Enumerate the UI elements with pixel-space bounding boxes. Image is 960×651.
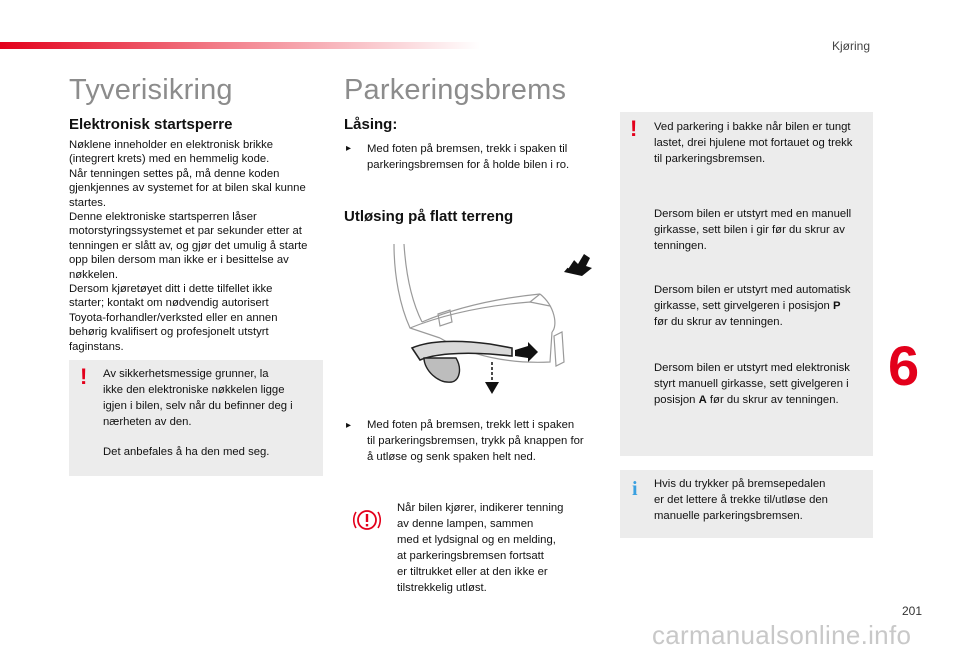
watermark: carmanualsonline.info [652, 620, 912, 650]
text-line: Med foten på bremsen, trekk i spaken til [367, 143, 568, 155]
text-line: parkeringsbremsen for å holde bilen i ro. [367, 159, 570, 171]
text-line: Med foten på bremsen, trekk lett i spaken [367, 419, 575, 431]
lamp-text [397, 500, 597, 596]
warning-parking-p1 [654, 119, 869, 167]
text-line: Toyota-forhandler/verksted eller en annen [69, 311, 278, 324]
text-line: manuelle parkeringsbremsen. [654, 510, 803, 522]
text-fragment: før du skrur av tenningen. [706, 394, 839, 406]
text-line: av denne lampen, sammen [397, 518, 534, 530]
text-line: er tiltrukket eller at den ikke er [397, 566, 548, 578]
text-line: tenningen er slått av, og gjør det umulig å starte [69, 239, 308, 252]
text-line: Ved parkering i bakke når bilen er tungt [654, 121, 851, 133]
warning-parking-p3 [654, 282, 869, 330]
text-line: tilstrekkelig utløst. [397, 582, 487, 594]
text-line: Dersom bilen er utstyrt med elektronisk [654, 362, 850, 374]
warning-parking-p4 [654, 360, 869, 408]
text-fragment: girkasse, sett girvelgeren i posisjon [654, 300, 833, 312]
text-line: igjen i bilen, selv når du befinner deg i [103, 400, 293, 412]
text-line [654, 298, 869, 314]
text-line: startes. [69, 196, 107, 209]
text-line: lastet, drei hjulene mot fortauet og trekk [654, 137, 853, 149]
text-line: Hvis du trykker på bremsepedalen [654, 478, 826, 490]
heading-locking: Låsing: [344, 116, 398, 133]
release-text [367, 417, 607, 465]
heading-release: Utløsing på flatt terreng [344, 208, 514, 225]
warning-exclamation-icon: ! [630, 116, 638, 141]
text-line: før du skrur av tenningen. [654, 316, 783, 328]
gear-position-p: P [832, 300, 841, 312]
text-line: girkasse, sett bilen i gir før du skrur av [654, 224, 845, 236]
warning-key-extra: Det anbefales å ha den med seg. [103, 446, 270, 458]
text-fragment: posisjon [654, 394, 699, 406]
text-line: tenningen. [654, 240, 707, 252]
text-line: Når tenningen settes på, må denne koden [69, 167, 280, 180]
locking-text [367, 141, 607, 173]
text-line: styrt manuell girkasse, sett givelgeren i [654, 378, 849, 390]
section-label: Kjøring [832, 39, 871, 53]
text-line: motorstyringssystemet et par sekunder etter at [69, 225, 302, 238]
warning-parking-p2 [654, 206, 869, 254]
title-tyverisikring: Tyverisikring [69, 74, 233, 106]
title-parkeringsbrems: Parkeringsbrems [344, 74, 567, 106]
brake-warning-lamp-icon [352, 507, 382, 533]
text-line: til parkeringsbremsen. [654, 153, 766, 165]
text-line: med et lydsignal og en melding, [397, 534, 556, 546]
gear-position-a: A [698, 394, 707, 406]
text-line: til parkeringsbremsen, trykk på knappen for [367, 435, 584, 447]
text-line: nøkkelen. [69, 268, 118, 281]
info-brake-text [654, 476, 869, 524]
text-line: at parkeringsbremsen fortsatt [397, 550, 544, 562]
text-line [654, 392, 869, 408]
chapter-number: 6 [888, 334, 920, 397]
warning-exclamation-icon: ! [80, 364, 88, 389]
handbrake-hand-icon [560, 250, 596, 278]
info-icon: i [632, 478, 638, 500]
text-line: Nøklene inneholder en elektronisk brikke [69, 139, 274, 151]
text-line: å utløse og senk spaken helt ned. [367, 451, 536, 463]
text-line: nærheten av den. [103, 416, 192, 428]
text-line: opp bilen dersom man ikke er i besittelse av [69, 254, 289, 267]
text-line: ikke den elektroniske nøkkelen ligge [103, 384, 285, 396]
bullet-arrow-icon: ▸ [346, 143, 352, 154]
text-line: faginstans. [69, 340, 124, 353]
startsperre-text [69, 138, 331, 354]
header-accent-bar [0, 42, 480, 49]
text-line: Dersom kjøretøyet ditt i dette tilfellet ikke [69, 283, 273, 296]
subtitle-startsperre: Elektronisk startsperre [69, 116, 233, 133]
page-number: 201 [902, 604, 923, 618]
text-line: (integrert krets) med en hemmelig kode. [69, 153, 270, 166]
text-line: er det lettere å trekke til/utløse den [654, 494, 828, 506]
text-line: Når bilen kjører, indikerer tenning [397, 502, 564, 514]
text-line: behørig kvalifisert og profesjonelt utstyrt [69, 326, 269, 339]
text-line: Denne elektroniske startsperren låser [69, 211, 257, 224]
warning-key-text [103, 366, 315, 430]
text-line: Dersom bilen er utstyrt med automatisk [654, 284, 851, 296]
text-line: Av sikkerhetsmessige grunner, la [103, 368, 269, 380]
text-line: gjenkjennes av systemet for at bilen skal kunne [69, 182, 306, 195]
text-line: starter; kontakt om nødvendig autorisert [69, 297, 269, 310]
text-line: Dersom bilen er utstyrt med en manuell [654, 208, 852, 220]
bullet-arrow-icon: ▸ [346, 420, 352, 431]
